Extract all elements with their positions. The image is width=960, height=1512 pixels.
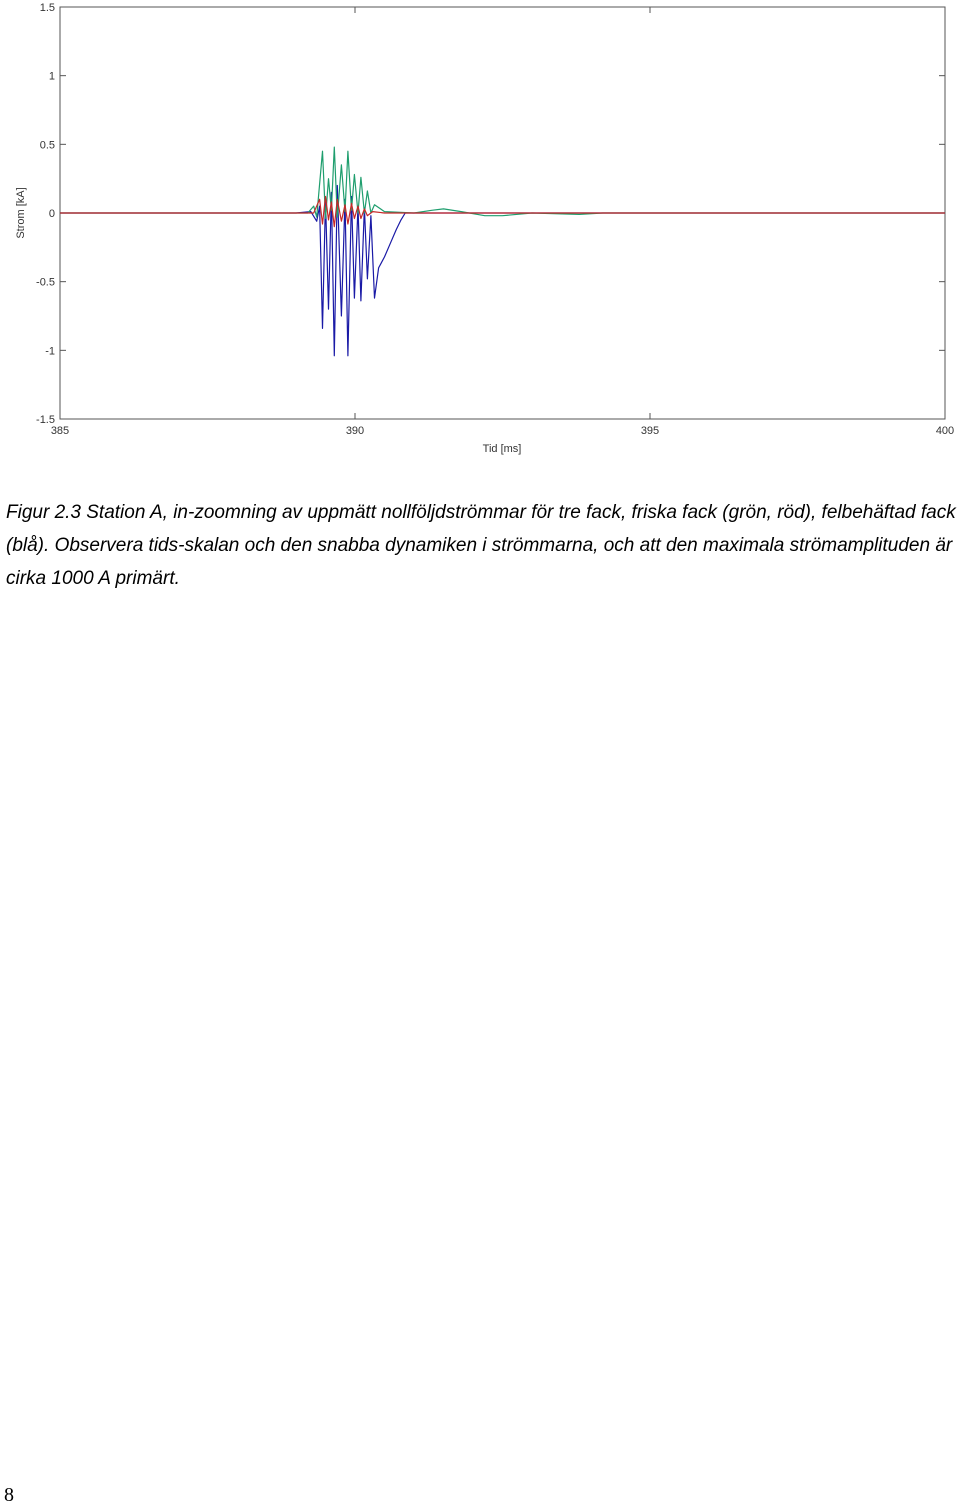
x-axis-label: Tid [ms] [482, 443, 522, 455]
figure-caption: Figur 2.3 Station A, in-zoomning av uppmätt nollföljdströmmar för tre fack, friska fack (grön, röd), felbehäftad fack (blå). Observera tids-skalan och den snabba dynamiken i strömmarna, och att den maximala strömamplituden är cirka 1000 A primärt. [6, 502, 956, 589]
y-axis-label: Strom [kA] [15, 187, 27, 239]
x-tick-label: 385 [50, 425, 70, 437]
x-tick-label: 400 [935, 425, 955, 437]
y-tick-label: -0.5 [36, 276, 55, 289]
page-number: 8 [4, 1484, 14, 1506]
x-tick-label: 390 [345, 425, 365, 437]
y-tick-label: -1 [45, 345, 55, 358]
y-tick-label: 0 [48, 208, 55, 220]
x-tick-label: 395 [640, 425, 660, 437]
zero-sequence-current-chart [0, 0, 960, 470]
y-tick-label: 1 [48, 70, 55, 83]
y-tick-label: 1.5 [39, 2, 55, 14]
y-tick-label: 0.5 [39, 139, 55, 152]
y-tick-label: -1.5 [36, 414, 55, 426]
